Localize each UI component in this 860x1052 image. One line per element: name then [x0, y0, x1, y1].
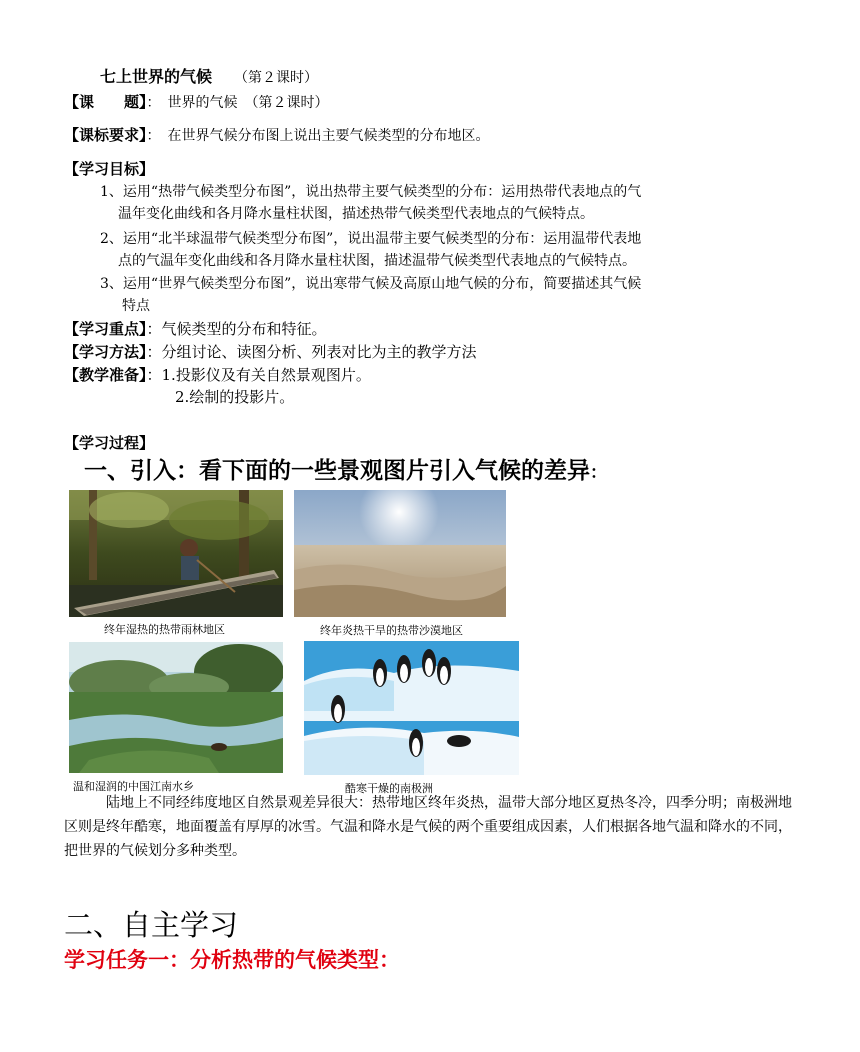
task-1-heading: 学习任务一：分析热带的气候类型： — [64, 947, 400, 972]
focus-label: 【学习重点】 — [64, 320, 147, 338]
intro-paragraph: 陆地上不同经纬度地区自然景观差异很大：热带地区终年炎热，温带大部分地区夏热冬冷，四季分明；南极洲地区则是终年酷寒，地面覆盖有厚厚的冰雪。气温和降水是气候的两个重要组成因素，人们根据各地气温和降水的不同，把世界的气候划分多种类型。 — [64, 795, 792, 859]
intro-heading-colon: ： — [590, 463, 607, 483]
title-text: 七上世界的气候 — [100, 67, 213, 86]
standard-value: ： 在世界气候分布图上说出主要气候类型的分布地区。 — [146, 128, 490, 144]
method-row — [64, 341, 477, 362]
goal-3-line-2: 特点 — [122, 298, 150, 314]
desert-caption: 终年炎热干旱的热带沙漠地区 — [320, 624, 463, 637]
river-wetland-photo — [69, 642, 283, 773]
prep-label: 【教学准备】 — [64, 366, 147, 384]
prep-item-1: ：1.投影仪及有关自然景观图片。 — [146, 366, 371, 384]
goal-3-line-1: 3、运用“世界气候类型分布图”，说出寒带气候及高原山地气候的分布，简要描述其气候 — [100, 276, 642, 292]
goal-2-line-2: 点的气温年变化曲线和各月降水量柱状图，描述温带气候类型代表地点的气候特点。 — [118, 253, 636, 269]
topic-row — [64, 91, 329, 112]
antarctica-penguins-photo — [304, 641, 519, 775]
method-value: ：分组讨论、读图分析、列表对比为主的教学方法 — [146, 343, 477, 361]
goal-1-line-2: 温年变化曲线和各月降水量柱状图，描述热带气候类型代表地点的气候特点。 — [118, 206, 594, 222]
topic-label: 【课 题】 — [64, 93, 147, 111]
page-title — [100, 64, 318, 87]
goals-label: 【学习目标】 — [64, 160, 155, 178]
standard-label: 【课标要求】 — [64, 126, 147, 144]
rainforest-caption: 终年湿热的热带雨林地区 — [104, 623, 225, 636]
method-label: 【学习方法】 — [64, 343, 147, 361]
prep-row — [64, 364, 371, 385]
section-2-heading: 二、自主学习 — [64, 908, 239, 942]
standard-row — [64, 124, 490, 145]
topic-value: ： 世界的气候 （第２课时） — [146, 95, 329, 111]
focus-value: ：气候类型的分布和特征。 — [146, 320, 327, 338]
rainforest-photo — [69, 490, 283, 617]
title-note: （第２课时） — [234, 70, 319, 86]
goal-2-line-1: 2、运用“北半球温带气候类型分布图”，说出温带主要气候类型的分布：运用温带代表地 — [100, 231, 642, 247]
focus-row — [64, 318, 327, 339]
desert-photo — [294, 490, 506, 617]
goal-1-line-1: 1、运用“热带气候类型分布图”，说出热带主要气候类型的分布：运用热带代表地点的气 — [100, 184, 642, 200]
intro-heading — [84, 452, 607, 485]
river-caption: 温和湿润的中国江南水乡 — [73, 780, 194, 793]
antarctica-caption: 酷寒干燥的南极洲 — [345, 782, 433, 795]
prep-item-2: 2.绘制的投影片。 — [175, 388, 295, 406]
process-label: 【学习过程】 — [64, 434, 155, 452]
intro-heading-text: 一、引入：看下面的一些景观图片引入气候的差异 — [84, 457, 590, 484]
